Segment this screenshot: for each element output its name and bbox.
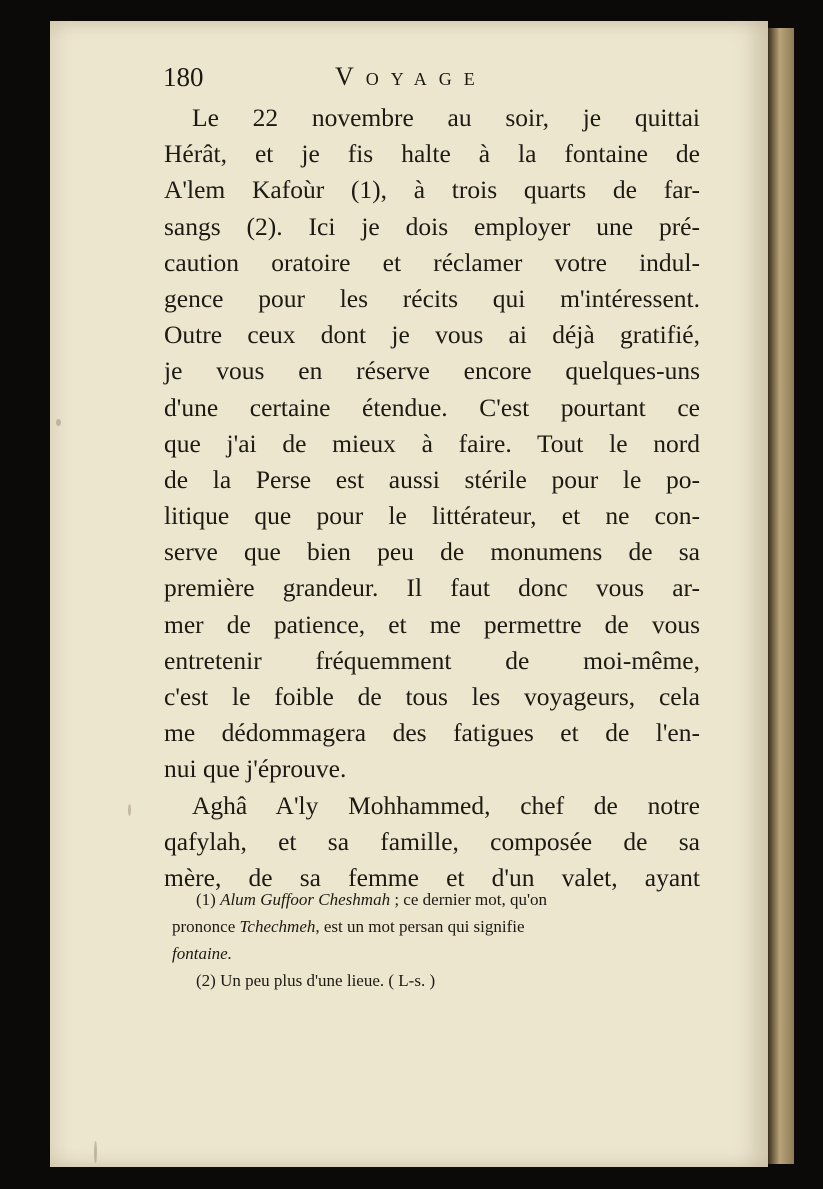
text-line: caution oratoire et réclamer votre indul- <box>164 247 700 277</box>
running-head: Voyage <box>335 62 487 91</box>
paper-spot <box>94 1141 97 1163</box>
text-line: Le 22 novembre au soir, je quittai <box>192 103 700 132</box>
paper-spot <box>128 804 131 816</box>
text-line: Aghâ A'ly Mohhammed, chef de notre <box>192 790 700 820</box>
text-line: c'est le foible de tous les voyageurs, cela <box>164 682 700 711</box>
adjacent-page-edge <box>768 28 794 1164</box>
footnote-marker: (1) <box>196 890 216 909</box>
footnote-text: ; ce dernier mot, qu'on <box>394 890 548 909</box>
text-line: mère, de sa femme et d'un valet, ayant <box>164 862 700 892</box>
text-line: A'lem Kafoùr (1), à trois quarts de far- <box>164 175 700 205</box>
footnote-text: prononce <box>172 917 236 936</box>
footnote-1-line <box>172 940 700 967</box>
text-line: je vous en réserve encore quelques-uns <box>164 356 700 386</box>
text-line: première grandeur. Il faut donc vous ar- <box>164 573 700 603</box>
text-line: gence pour les récits qui m'intéressent. <box>164 283 700 313</box>
footnote-italic: fontaine. <box>172 944 232 963</box>
text-line: serve que bien peu de monumens de sa <box>164 537 700 567</box>
text-line: entretenir fréquemment de moi-même, <box>164 645 700 675</box>
text-line: litique que pour le littérateur, et ne con- <box>164 501 700 531</box>
text-line: Hérât, et je fis halte à la fontaine de <box>164 139 700 169</box>
text-line: nui que j'éprouve. <box>164 754 347 784</box>
footnote-1-line <box>174 886 700 913</box>
paper-spot <box>56 419 61 426</box>
text-line: Outre ceux dont je vous ai déjà gratifié, <box>164 320 700 350</box>
footnote-1-line <box>172 913 700 940</box>
text-line: d'une certaine étendue. C'est pourtant ce <box>164 392 700 422</box>
page-number: 180 <box>163 62 204 92</box>
footnote-2-line: (2) Un peu plus d'une lieue. ( L-s. ) <box>196 971 436 990</box>
body-text <box>164 100 700 896</box>
text-line: me dédommagera des fatigues et de l'en- <box>164 718 700 748</box>
footnote-text: , est un mot persan qui signifie <box>315 917 525 936</box>
text-line: que j'ai de mieux à faire. Tout le nord <box>164 428 700 458</box>
page-header <box>163 62 723 96</box>
text-line: qafylah, et sa famille, composée de sa <box>164 826 700 856</box>
text-line: sangs (2). Ici je dois employer une pré- <box>164 211 700 241</box>
footnote-italic: Tchechmeh <box>239 917 316 936</box>
footnote-italic: Alum Guffoor Cheshmah <box>220 890 391 909</box>
text-line: de la Perse est aussi stérile pour le po- <box>164 464 700 494</box>
text-line: mer de patience, et me permettre de vous <box>164 609 700 639</box>
footnotes <box>174 886 700 994</box>
